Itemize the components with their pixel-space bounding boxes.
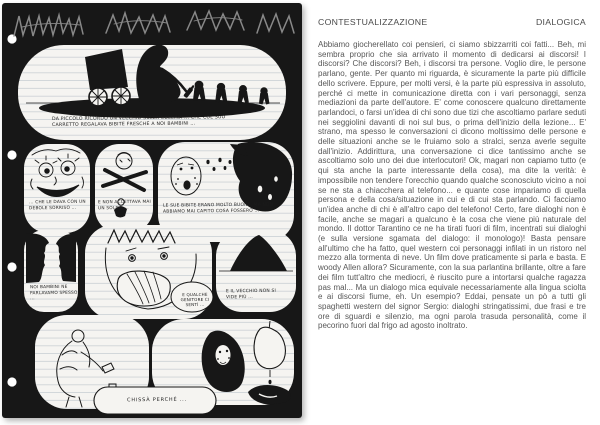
panel-4-caption: LE SUE BIBITE ERANO MOLTO BUONE, MA NON ABBIAMO MAI CAPITO COSA FOSSERO ...	[162, 202, 274, 215]
panel-6-speech-text: E QUALCHE GENITORE CI SENTÌ ...	[180, 291, 210, 308]
panel-5-caption: NOI BAMBINI NE PARLAVAMO SPESSO ...	[29, 284, 78, 302]
comic-scan	[2, 3, 302, 418]
section-title-dialogica: DIALOGICA	[535, 17, 586, 27]
panel-2-caption: ... CHE LE DAVA CON UN DEBOLE SORRISO ...	[28, 199, 86, 211]
panel-7-caption: E IL VECCHIO NON SI VIDE PIÙ ...	[225, 288, 276, 300]
article-body: Abbiamo giocherellato coi pensieri, ci siamo sbizzarriti coi fatti... Beh, mi sembra proprio che sia arrivato il momento di dedicarsi ai discorsi! I discorsi? Che discorsi? Beh, i discorsi tra persone. Voglio dire, le persone parlano, gente. Per quanto mi riguarda, è sicuramente la parte più difficile dello scrivere. Eppure, per molti versi, è la parte più espressiva in assoluto, perché ci mette in comunicazione diretta con i vari personaggi, senza mediazioni da parte dell'autore. E' come conoscere qualcuno direttamente parlandoci, o farsi un'idea di chi sono due tizi che ascoltiamo parlare seduti nei seggiolini davanti di noi sul bus, o prima dell'inizio della lezione... E' strano, ma spesso le conversazioni ci dicono moltissimo delle persone e delle situazioni anche se le fruiamo solo a stralci, senza averle seguite dall'inizio. Addirittura, una conversazione ci dice tantissimo anche se ascoltiamo solo uno dei due interlocutori! Ok, magari non capiamo tutto (e qui sta anche la parte interessante della cosa), ma dite la verità: è impossibile non tendere l'orecchio quando qualche sconosciuto vicino a noi se ne sta a chiacchera al telefono... e quante cose impariamo di quella persona e della cosa/situazione in cui e di cui sta parlando. Ci facciamo un'idea anche di chi è all'altro capo del telefono! Certo, fare dialoghi non è facile, anche se magari a qualcuno è la cosa che viene più naturale del mondo. Il dottor Tarantino ce ne ha tirati fuori di film, incentrati sui dialoghi (e sulla versione sgamata del dialogo: il monologo)! Basta pensare all'ultimo che ha fatto, quel western coi personaggi infilati in un ristoro nel mezzo alla tormenta di neve. Un film dove praticamente si parla e basta. E woody Allen allora? Sicuramente, con la sua parlantina brillante, oltre a fare dei film tutt'altro che mediocri, è riuscito pure a intortarsi qualche ragazza pas mal... Ma un dialogo mica equivale necessariamente alla lingua sciolta e ai discorsi fiume, eh. Un esempio? Eddai, pensate un pò a tutti gli spaghetti western del signor Sergio: dialoghi stringatissimi, due frasi e tre ore di sguardi e silenzio, ma ogni parola trasuda personalità, come il pecorino fuori dal frigo ad agosto inoltrato.	[318, 40, 586, 331]
panel-3-caption: E NON ACCETTAVA MAI UN SOLDO ...	[97, 199, 152, 211]
panel-2	[24, 144, 90, 233]
bottom-bubble-text: CHISSÀ PERCHÉ ...	[126, 396, 187, 404]
panel-1-caption: DA PICCOLO RICORDO UN VECCHIO SULLA COLLINA ... CHE COL SUO CARRETTO REGALAVA BIBITE FRESCHE A NOI BAMBINI ...	[51, 115, 226, 129]
article-header	[318, 17, 586, 27]
article-column	[318, 17, 586, 331]
section-title-contestualizzazione: CONTESTUALIZZAZIONE	[318, 17, 428, 27]
